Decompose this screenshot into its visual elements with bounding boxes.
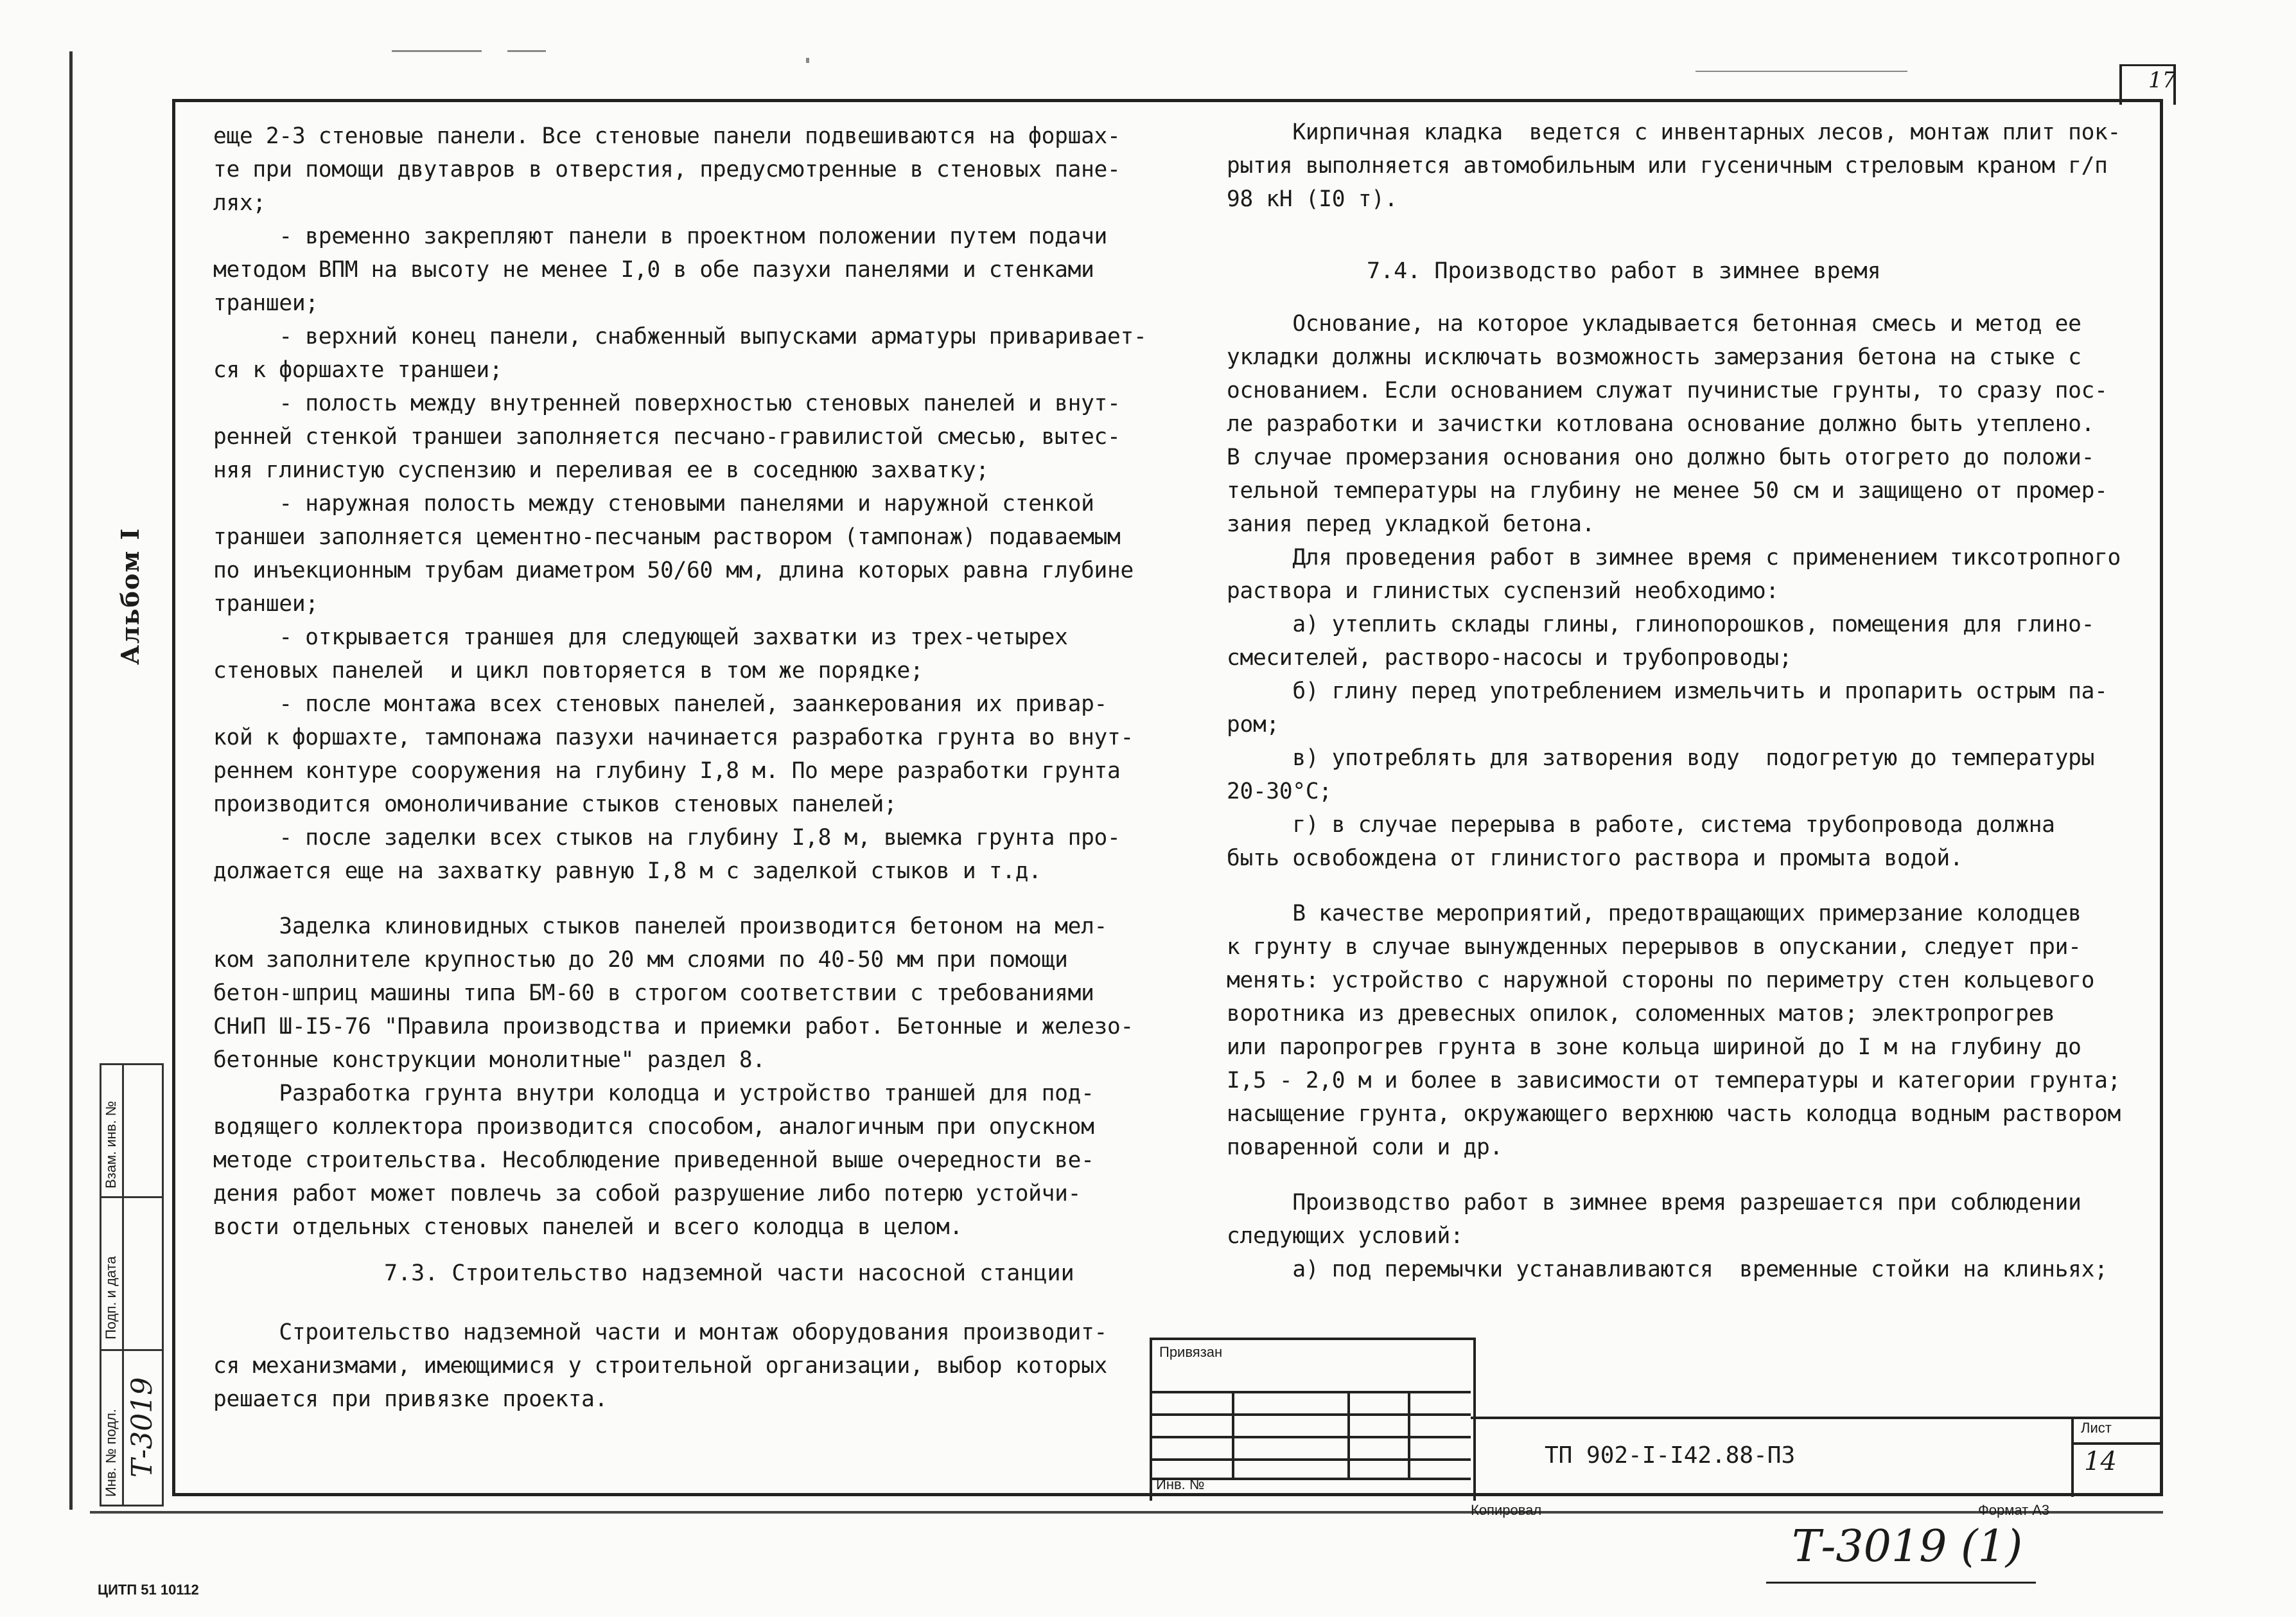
- text-line: - после монтажа всех стеновых панелей, заанкерования их привар-: [213, 691, 1108, 717]
- right-paragraph-block-2: [1227, 307, 2121, 875]
- left-paragraph-block-1: [213, 119, 1146, 888]
- text-line: няя глинистую суспензию и переливая ее в соседнюю захватку;: [213, 457, 989, 483]
- text-line: а) под перемычки устанавливаются временные стойки на клиньях;: [1227, 1257, 2108, 1282]
- outer-bottom-border: [90, 1511, 2163, 1514]
- text-line: методе строительства. Несоблюдение приведенной выше очередности ве-: [213, 1147, 1094, 1173]
- text-line: - верхний конец панели, снабженный выпусками арматуры приваривает-: [213, 324, 1147, 349]
- text-line: ренней стенкой траншеи заполняется песчано-гравилистой смесью, вытес-: [213, 424, 1121, 450]
- text-line: или паропрогрев грунта в зоне кольца шириной до I м на глубину до: [1227, 1034, 2081, 1060]
- text-line: водящего коллектора производится способом, аналогичным при опускном: [213, 1114, 1094, 1140]
- text-line: основанием. Если основанием служат пучинистые грунты, то сразу пос-: [1227, 378, 2108, 403]
- section-heading-7-4: 7.4. Производство работ в зимнее время: [1367, 258, 1881, 284]
- text-line: бетон-шприц машины типа БМ-60 в строгом соответствии с требованиями: [213, 980, 1094, 1006]
- text-line: еще 2-3 стеновые панели. Все стеновые панели подвешиваются на форшах-: [213, 123, 1121, 149]
- handwritten-stamp: Т-3019 (1): [1792, 1521, 2023, 1572]
- text-line: поваренной соли и др.: [1227, 1135, 1503, 1160]
- text-line: решается при привязке проекта.: [213, 1386, 608, 1412]
- text-line: ком заполнителе крупностью до 20 мм слоями по 40-50 мм при помощи: [213, 947, 1068, 973]
- text-line: ром;: [1227, 712, 1279, 738]
- text-line: Заделка клиновидных стыков панелей производится бетоном на мел-: [213, 914, 1108, 939]
- text-line: лях;: [213, 190, 266, 216]
- text-line: а) утеплить склады глины, глинопорошков, помещения для глино-: [1227, 612, 2095, 637]
- text-line: раствора и глинистых суспензий необходимо:: [1227, 578, 1779, 604]
- text-line: ле разработки и зачистки котлована основание должно быть утеплено.: [1227, 411, 2095, 437]
- text-line: траншеи;: [213, 290, 319, 316]
- sheet-number: 14: [2084, 1447, 2117, 1476]
- text-line: должается еще на захватку равную I,8 м с заделкой стыков и т.д.: [213, 858, 1042, 884]
- text-line: смесителей, растворо-насосы и трубопроводы;: [1227, 645, 1792, 671]
- text-line: быть освобождена от глинистого раствора и промыта водой.: [1227, 845, 1963, 871]
- text-line: Для проведения работ в зимнее время с применением тиксотропного: [1227, 545, 2121, 570]
- text-line: Производство работ в зимнее время разрешается при соблюдении: [1227, 1190, 2081, 1215]
- left-column: [213, 119, 1146, 1244]
- side-label-vzam: Взам. инв. №: [103, 1100, 119, 1188]
- text-line: вости отдельных стеновых панелей и всего колодца в целом.: [213, 1214, 963, 1240]
- text-line: производится омоноличивание стыков стеновых панелей;: [213, 791, 897, 817]
- side-table-row-line: [100, 1349, 164, 1351]
- scan-speck: [392, 50, 482, 52]
- text-line: 20-30°С;: [1227, 779, 1332, 804]
- text-line: Строительство надземной части и монтаж оборудования производит-: [213, 1320, 1108, 1345]
- title-block-line: [1150, 1458, 1471, 1461]
- outer-left-border: [69, 51, 73, 1510]
- side-table-divider: [122, 1063, 124, 1507]
- text-line: методом ВПМ на высоту не менее I,0 в обе пазухи панелями и стенками: [213, 257, 1094, 283]
- text-line: В качестве мероприятий, предотвращающих примерзание колодцев: [1227, 901, 2081, 926]
- side-table-row-line: [100, 1196, 164, 1198]
- text-line: В случае промерзания основания оно должно быть отогрето до положи-: [1227, 445, 2095, 470]
- title-block-vline: [1408, 1391, 1410, 1478]
- left-column-end: [213, 1316, 1107, 1416]
- right-paragraph-block-3: [1227, 897, 2121, 1164]
- scan-speck: [1696, 71, 1907, 72]
- text-line: укладки должны исключать возможность замерзания бетона на стыке с: [1227, 344, 2081, 370]
- text-line: кой к форшахте, тампонажа пазухи начинается разработка грунта во внут-: [213, 725, 1134, 750]
- scan-speck: [806, 58, 809, 63]
- text-line: рытия выполняется автомобильным или гусеничным стреловым краном г/п: [1227, 153, 2108, 179]
- title-block-inv-no: Инв. №: [1156, 1476, 1205, 1492]
- text-line: дения работ может повлечь за собой разрушение либо потерю устойчи-: [213, 1181, 1082, 1206]
- side-label-inv: Инв. № подл.: [103, 1408, 119, 1497]
- text-line: менять: устройство с наружной стороны по периметру стен кольцевого: [1227, 968, 2095, 993]
- document-code: ТП 902-I-I42.88-ПЗ: [1545, 1442, 1796, 1469]
- text-line: I,5 - 2,0 м и более в зависимости от температуры и категории грунта;: [1227, 1068, 2121, 1093]
- title-block-line: [1471, 1417, 2163, 1419]
- text-line: по инъекционным трубам диаметром 50/60 мм, длина которых равна глубине: [213, 558, 1134, 583]
- text-line: б) глину перед употреблением измельчить и пропарить острым па-: [1227, 678, 2108, 704]
- right-paragraph-block-1: [1227, 116, 2121, 216]
- footer-code: ЦИТП 51 10112: [98, 1582, 199, 1598]
- title-block-line: [2071, 1442, 2163, 1445]
- text-line: тельной температуры на глубину не менее 50 см и защищено от промер-: [1227, 478, 2108, 504]
- text-line: воротника из древесных опилок, соломенных матов; электропрогрев: [1227, 1001, 2055, 1027]
- title-block-vline: [2071, 1417, 2074, 1497]
- text-line: - временно закрепляют панели в проектном положении путем подачи: [213, 224, 1108, 249]
- text-line: те при помощи двутавров в отверстия, предусмотренные в стеновых пане-: [213, 157, 1121, 182]
- left-paragraph-block-2: [213, 910, 1146, 1244]
- text-line: реннем контуре сооружения на глубину I,8 м. По мере разработки грунта: [213, 758, 1121, 784]
- side-label-podp: Подп. и дата: [103, 1256, 119, 1339]
- text-line: к грунту в случае вынужденных перерывов в опускании, следует при-: [1227, 934, 2081, 960]
- text-line: г) в случае перерыва в работе, система трубопровода должна: [1227, 812, 2055, 838]
- title-block-vline: [1232, 1391, 1234, 1478]
- title-block-line: [1150, 1391, 1471, 1393]
- text-line: ся к форшахте траншеи;: [213, 357, 503, 383]
- text-line: СНиП Ш-I5-76 "Правила производства и приемки работ. Бетонные и железо-: [213, 1014, 1134, 1039]
- text-line: следующих условий:: [1227, 1223, 1464, 1249]
- text-line: стеновых панелей и цикл повторяется в том же порядке;: [213, 658, 924, 684]
- kopiroval-label: Копировал: [1471, 1502, 1542, 1518]
- text-line: траншеи заполняется цементно-песчаным раствором (тампонаж) подаваемым: [213, 524, 1121, 550]
- text-line: - наружная полость между стеновыми панелями и наружной стенкой: [213, 491, 1094, 517]
- title-block-line: [1150, 1436, 1471, 1438]
- text-line: Основание, на которое укладывается бетонная смесь и метод ее: [1227, 311, 2081, 337]
- text-line: - после заделки всех стыков на глубину I,8 м, выемка грунта про-: [213, 825, 1121, 851]
- sheet-label: Лист: [2081, 1420, 2112, 1436]
- text-line: зания перед укладкой бетона.: [1227, 511, 1595, 537]
- text-line: Разработка грунта внутри колодца и устройство траншей для под-: [213, 1081, 1094, 1106]
- right-column: [1227, 116, 2121, 216]
- text-line: - полость между внутренней поверхностью стеновых панелей и внут-: [213, 391, 1121, 416]
- text-line: - открывается траншея для следующей захватки из трех-четырех: [213, 624, 1068, 650]
- title-block-line: [1150, 1413, 1471, 1416]
- title-block-vline: [1347, 1391, 1350, 1478]
- text-line: траншеи;: [213, 591, 319, 617]
- scan-speck: [507, 50, 546, 52]
- side-inv-value: Т-3019: [126, 1377, 159, 1478]
- text-line: ся механизмами, имеющимися у строительной организации, выбор которых: [213, 1353, 1108, 1379]
- title-block-privyazan: Привязан: [1159, 1344, 1223, 1360]
- text-line: бетонные конструкции монолитные" раздел 8.: [213, 1047, 766, 1073]
- right-paragraph-block-4: [1227, 1186, 2121, 1286]
- format-label: Формат А3: [1978, 1502, 2050, 1518]
- text-line: 98 кН (I0 т).: [1227, 186, 1398, 212]
- stamp-underline: [1766, 1582, 2036, 1584]
- text-line: Кирпичная кладка ведется с инвентарных лесов, монтаж плит пок-: [1227, 119, 2121, 145]
- text-line: насыщение грунта, окружающего верхнюю часть колодца водным раствором: [1227, 1101, 2121, 1127]
- section-heading-7-3: 7.3. Строительство надземной части насосной станции: [384, 1260, 1074, 1286]
- left-paragraph-block-3: [213, 1316, 1107, 1416]
- text-line: в) употреблять для затворения воду подогретую до температуры: [1227, 745, 2095, 771]
- right-column-body: [1227, 307, 2121, 1286]
- album-label: Альбом I: [116, 527, 145, 665]
- corner-page-number: 17: [2148, 67, 2177, 93]
